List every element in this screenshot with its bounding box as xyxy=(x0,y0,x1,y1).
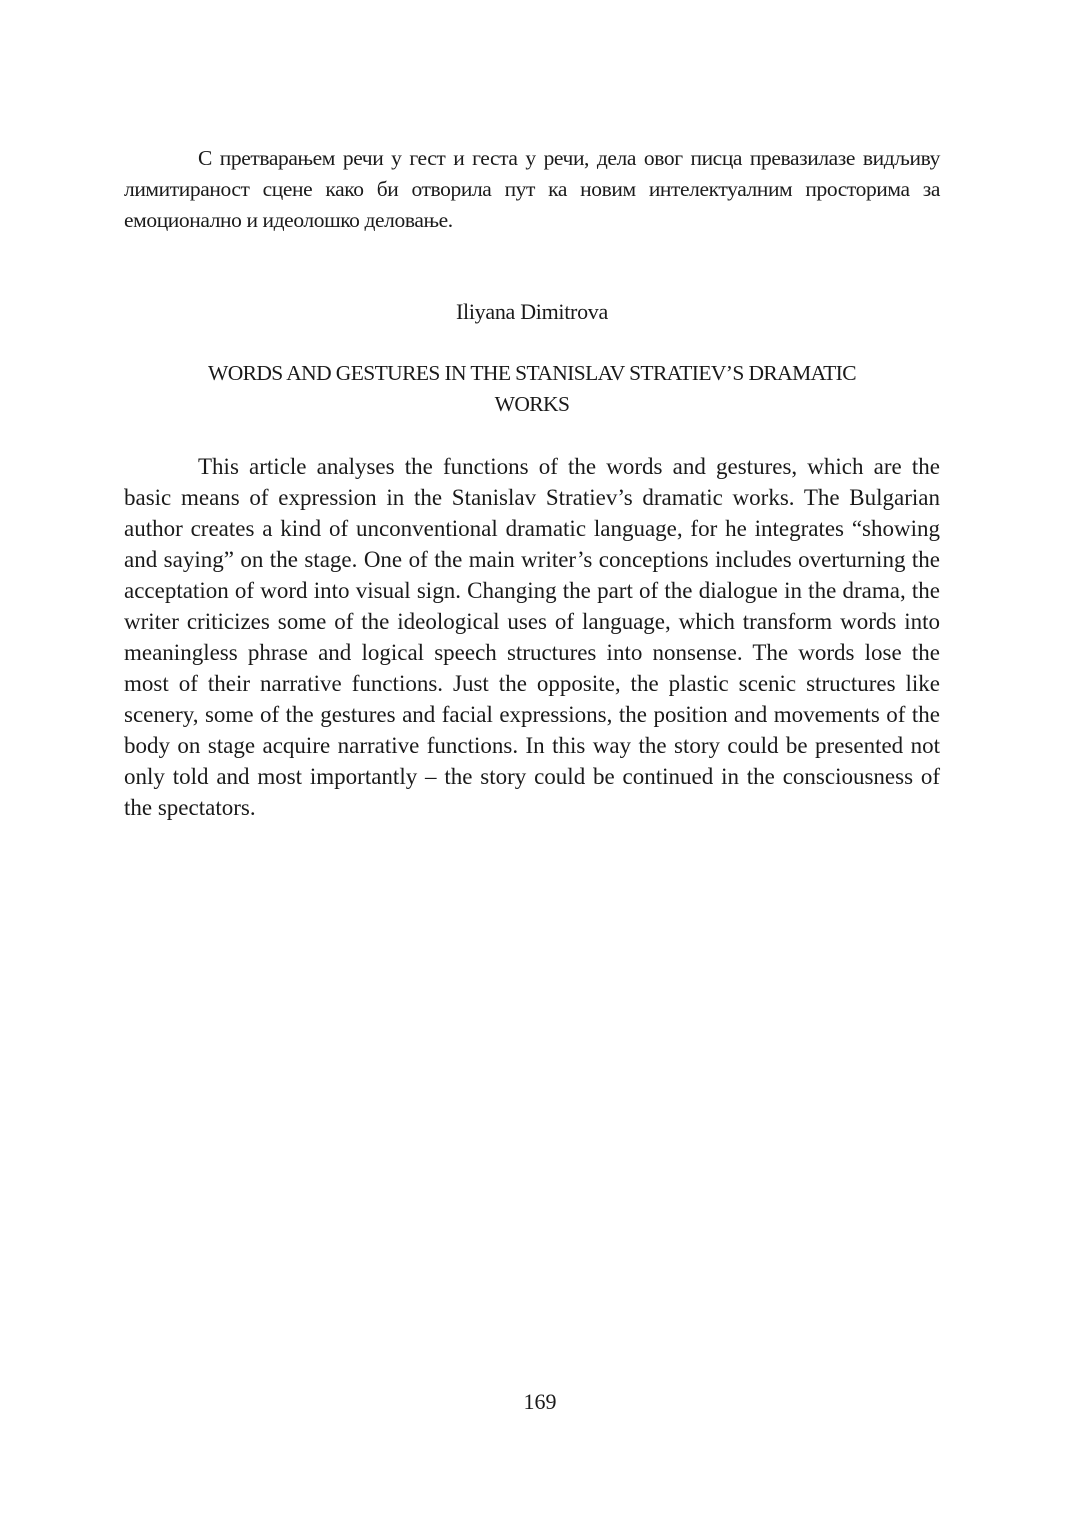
article-title xyxy=(124,358,940,420)
article-title-line-1: WORDS AND GESTURES IN THE STANISLAV STRATIEV’S DRAMATIC xyxy=(208,361,856,385)
page-number: 169 xyxy=(523,1389,557,1414)
article-title-line-2: WORKS xyxy=(494,392,570,416)
article-author: Iliyana Dimitrova xyxy=(456,299,608,324)
serbian-summary-paragraph: С претварањем речи у гест и геста у речи, дела овог писца превазилазе видљиву лимитираност сцене како би отворила пут ка новим интелектуалним просторима за емоционално и идеолошко деловање. xyxy=(124,146,940,232)
article-abstract-paragraph: This article analyses the functions of the words and gestures, which are the basic means of expression in the Stanislav Stratiev’s dramatic works. The Bulgarian author creates a kind of unconventional dramatic language, for he integrates “showing and saying” on the stage. One of the main writer’s conceptions includes overturning the acceptation of word into visual sign. Changing the part of the dialogue in the drama, the writer criticizes some of the ideological uses of language, which transform words into meaningless phrase and logical speech structures into nonsense. The words lose the most of their narrative functions. Just the opposite, the plastic scenic structures like scenery, some of the gestures and facial expressions, the position and movements of the body on stage acquire narrative functions. In this way the story could be presented not only told and most importantly – the story could be continued in the consciousness of the spectators. xyxy=(124,454,940,820)
